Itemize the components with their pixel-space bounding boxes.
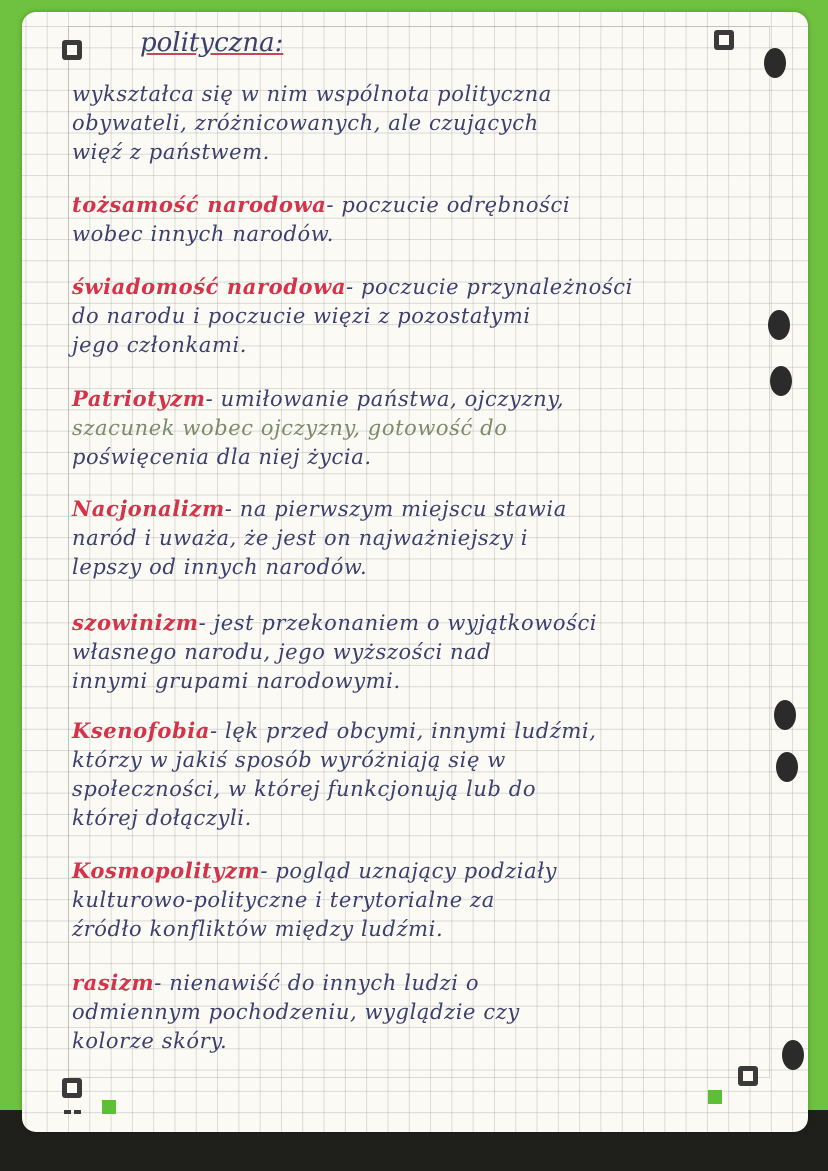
text-line: do narodu i poczucie więzi z pozostałymi <box>72 304 531 328</box>
corner-marker-top-right <box>714 30 734 50</box>
punch-hole <box>774 700 796 730</box>
definition-entry <box>72 856 772 944</box>
corner-marker-top-left <box>62 40 82 60</box>
corner-marker-bottom-left <box>62 1078 82 1098</box>
definition-text: - jest przekonaniem o wyjątkowości <box>198 611 598 635</box>
dash-mark <box>64 1110 71 1114</box>
term: szowinizm <box>72 610 199 635</box>
text-line: lepszy od innych narodów. <box>72 555 368 579</box>
intro-paragraph <box>72 80 772 167</box>
text-line: jego członkami. <box>72 333 248 357</box>
text-line: którzy w jakiś sposób wyróżniają się w <box>72 748 506 772</box>
term: Ksenofobia <box>72 718 211 743</box>
definition-entry <box>72 494 772 582</box>
term: Patriotyzm <box>72 386 206 411</box>
punch-hole <box>764 48 786 78</box>
text-line: naród i uważa, że jest on najważniejszy i <box>72 526 529 550</box>
text-line: wykształca się w nim wspólnota polityczna <box>72 82 552 106</box>
green-square-left <box>102 1100 116 1114</box>
text-line: wobec innych narodów. <box>72 222 335 246</box>
term: Nacjonalizm <box>72 496 225 521</box>
green-square-right <box>708 1090 722 1104</box>
text-line: źródło konfliktów między ludźmi. <box>72 917 444 941</box>
punch-hole <box>782 1040 804 1070</box>
text-line: społeczności, w której funkcjonują lub do <box>72 777 537 801</box>
corner-marker-bottom-right <box>738 1066 758 1086</box>
definition-entry <box>72 968 772 1056</box>
dash-mark <box>74 1110 81 1114</box>
term: rasizm <box>72 970 155 995</box>
text-line: kolorze skóry. <box>72 1029 228 1053</box>
text-line: szacunek wobec ojczyzny, gotowość do <box>72 416 508 440</box>
definition-text: - pogląd uznający podziały <box>260 859 558 883</box>
definition-entry <box>72 272 772 360</box>
text-line: poświęcenia dla niej życia. <box>72 445 372 469</box>
term: Kosmopolityzm <box>72 858 261 883</box>
definition-text: - nienawiść do innych ludzi o <box>154 971 480 995</box>
definition-text: - umiłowanie państwa, ojczyzny, <box>205 387 565 411</box>
term: świadomość narodowa <box>72 274 347 299</box>
definition-text: - poczucie odrębności <box>326 193 571 217</box>
text-line: własnego narodu, jego wyższości nad <box>72 640 492 664</box>
text-line: odmiennym pochodzeniu, wyglądzie czy <box>72 1000 520 1024</box>
definition-entry <box>72 608 772 696</box>
text-line: więź z państwem. <box>72 140 270 164</box>
definition-text: - lęk przed obcymi, innymi ludźmi, <box>210 719 597 743</box>
definition-text: - na pierwszym miejscu stawia <box>224 497 567 521</box>
punch-hole <box>770 366 792 396</box>
definition-entry <box>72 384 772 472</box>
definition-text: - poczucie przynależności <box>346 275 633 299</box>
text-line: obywateli, zróżnicowanych, ale czujących <box>72 111 539 135</box>
page-heading: polityczna: <box>140 28 284 58</box>
text-line: której dołączyli. <box>72 806 252 830</box>
text-line: kulturowo-polityczne i terytorialne za <box>72 888 495 912</box>
punch-hole <box>776 752 798 782</box>
term: tożsamość narodowa <box>72 192 327 217</box>
text-line: innymi grupami narodowymi. <box>72 669 401 693</box>
definition-entry <box>72 190 772 249</box>
definition-entry <box>72 716 772 833</box>
